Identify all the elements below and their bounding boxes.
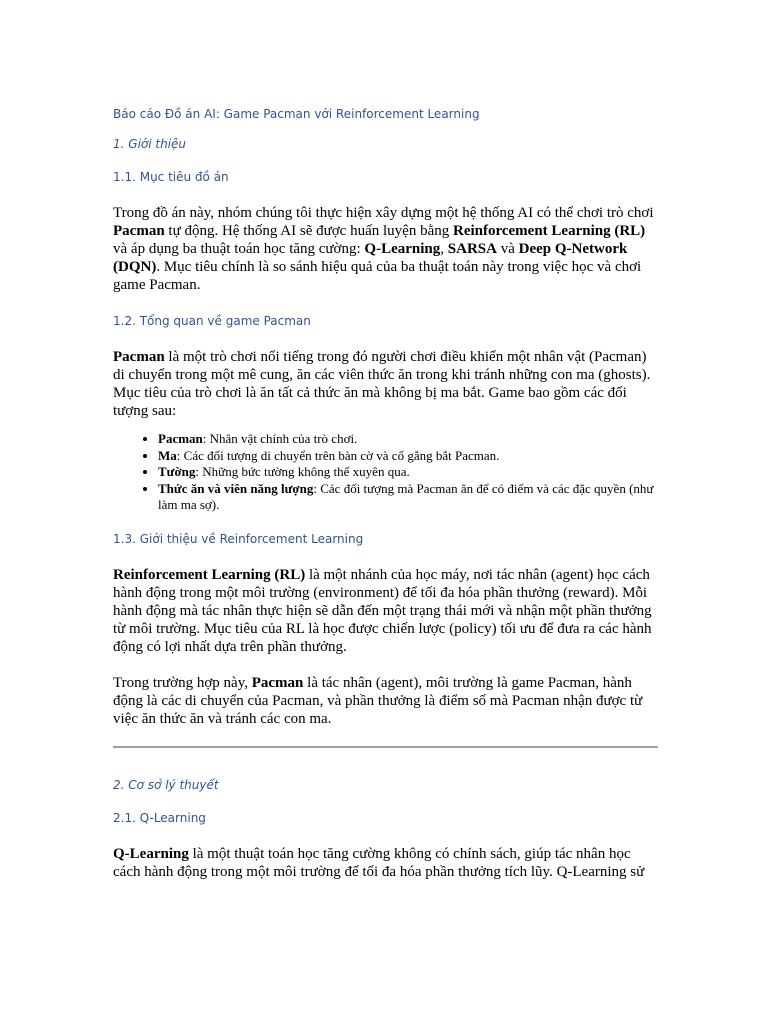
paragraph-pacman-overview: Pacman là một trò chơi nổi tiếng trong đó người chơi điều khiển một nhân vật (Pacman) di chuyển trong một mê cung, ăn các viên thức ăn trong khi tránh những con ma (ghosts). Mục tiêu của trò chơi là ăn tất cả thức ăn mà không bị ma bắt. Game bao gồm các đối tượng sau: [113, 349, 651, 419]
heading-rl-intro: 1.3. Giới thiệu về Reinforcement Learning [113, 531, 364, 546]
document-title: Báo cáo Đồ án AI: Game Pacman với Reinforcement Learning [113, 107, 480, 121]
list-item: • Tường: Những bức tường không thể xuyên qua. [158, 464, 658, 481]
paragraph-q-learning: Q-Learning là một thuật toán học tăng cường không có chính sách, giúp tác nhân học cách hành động trong một môi trường để tối đa hóa phần thưởng tích lũy. Q-Learning sử [113, 845, 645, 880]
paragraph-rl-definition: Reinforcement Learning (RL) là một nhánh của học máy, nơi tác nhân (agent) học cách hành động trong một môi trường (environment) để tối đa hóa phần thưởng (reward). Mỗi hành động mà tác nhân thực hiện sẽ dẫn đến một trạng thái mới và nhận một phần thưởng từ môi trường. Mục tiêu của RL là học được chiến lược (policy) tối ưu để đưa ra các hành động có lợi nhất dựa trên phần thưởng. [113, 566, 652, 655]
heading-introduction: 1. Giới thiệu [113, 137, 187, 151]
document-content [113, 104, 658, 881]
heading-pacman-overview: 1.2. Tổng quan về game Pacman [113, 314, 311, 328]
game-objects-list [113, 431, 658, 514]
paragraph-project-goal: Trong đồ án này, nhóm chúng tôi thực hiện xây dựng một hệ thống AI có thể chơi trò chơi Pacman tự động. Hệ thống AI sẽ được huấn luyện bằng Reinforcement Learning (RL) và áp dụng ba thuật toán học tăng cường: Q-Learning, SARSA và Deep Q-Network (DQN). Mục tiêu chính là so sánh hiệu quả của ba thuật toán này trong việc học và chơi game Pacman. [113, 205, 654, 293]
heading-q-learning: 2.1. Q-Learning [113, 810, 206, 825]
heading-theory: 2. Cơ sở lý thuyết [113, 777, 219, 792]
list-item: • Ma: Các đối tượng di chuyển trên bàn cờ và cố gắng bắt Pacman. [158, 448, 658, 465]
list-item: • Thức ăn và viên năng lượng: Các đối tượng mà Pacman ăn để có điểm và các đặc quyền (như làm ma sợ). [158, 481, 658, 514]
paragraph-rl-pacman: Trong trường hợp này, Pacman là tác nhân (agent), môi trường là game Pacman, hành động là các di chuyển của Pacman, và phần thưởng là điểm số mà Pacman nhận được từ việc ăn thức ăn và tránh các con ma. [113, 674, 643, 727]
list-item: • Pacman: Nhân vật chính của trò chơi. [158, 431, 658, 448]
heading-project-goal: 1.1. Mục tiêu đồ án [113, 170, 229, 184]
horizontal-divider [113, 746, 658, 748]
